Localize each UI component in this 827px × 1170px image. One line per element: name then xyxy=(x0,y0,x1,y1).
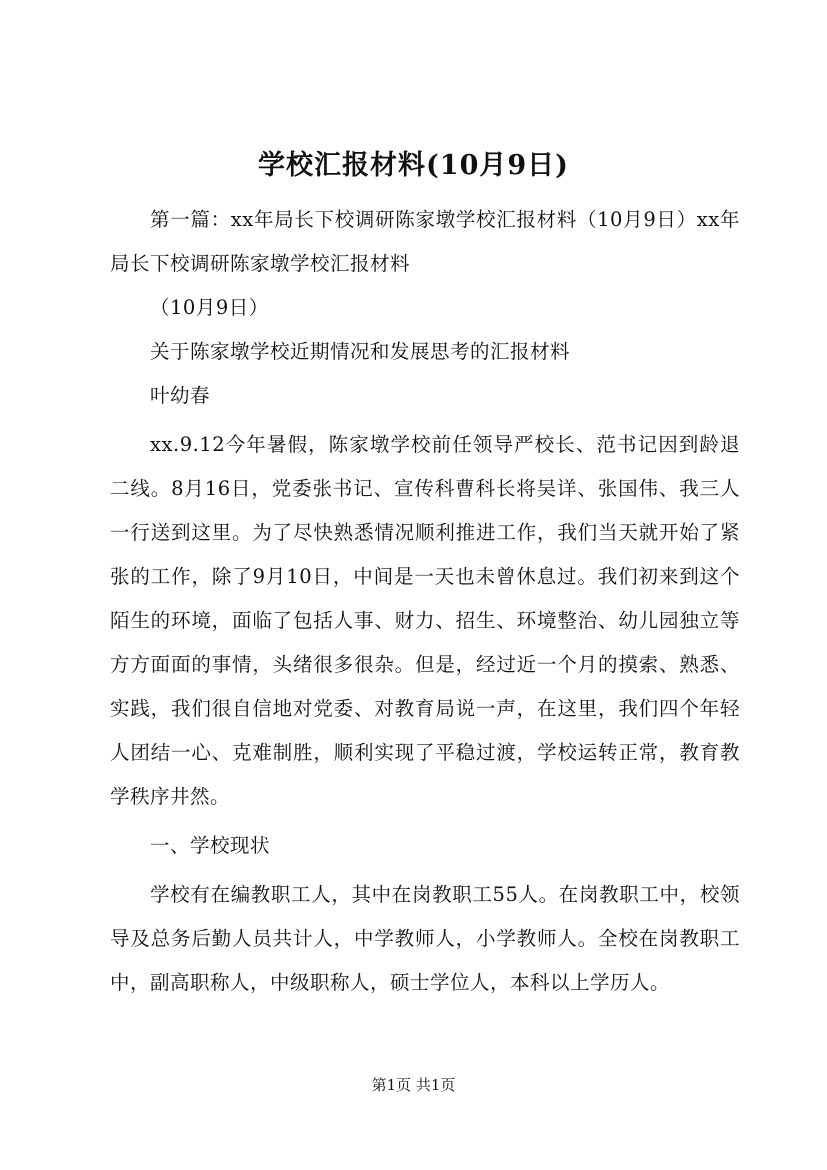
document-body xyxy=(110,198,740,1005)
paragraph-date: （10月9日） xyxy=(150,296,269,319)
paragraph-heading-chapter: 第一篇：xx年局长下校调研陈家墩学校汇报材料（10月9日）xx年局长下校调研陈家墩学校汇报材料 xyxy=(110,208,740,275)
paragraph-intro: xx.9.12今年暑假，陈家墩学校前任领导严校长、范书记因到龄退二线。8月16日，党委张书记、宣传科曹科长将吴详、张国伟、我三人一行送到这里。为了尽快熟悉情况顺利推进工作，我们当天就开始了紧张的工作，除了9月10日，中间是一天也未曾休息过。我们初来到这个陌生的环境，面临了包括人事、财力、招生、环境整治、幼儿园独立等方方面面的事情，头绪很多很杂。但是，经过近一个月的摸索、熟悉、实践，我们很自信地对党委、对教育局说一声，在这里，我们四个年轻人团结一心、克难制胜，顺利实现了平稳过渡，学校运转正常，教育教学秩序井然。 xyxy=(110,433,740,808)
document-title: 学校汇报材料(10月9日) xyxy=(258,150,569,181)
paragraph-author: 叶幼春 xyxy=(150,384,211,407)
paragraph-report-title: 关于陈家墩学校近期情况和发展思考的汇报材料 xyxy=(150,340,571,363)
page-number-footer: 第1页 共1页 xyxy=(371,1076,456,1094)
section-heading-school-status: 一、学校现状 xyxy=(150,834,271,857)
paragraph-staff: 学校有在编教职工人，其中在岗教职工55人。在岗教职工中，校领导及总务后勤人员共计人，中学教师人，小学教师人。全校在岗教职工中，副高职称人，中级职称人，硕士学位人，本科以上学历人。 xyxy=(110,883,740,994)
